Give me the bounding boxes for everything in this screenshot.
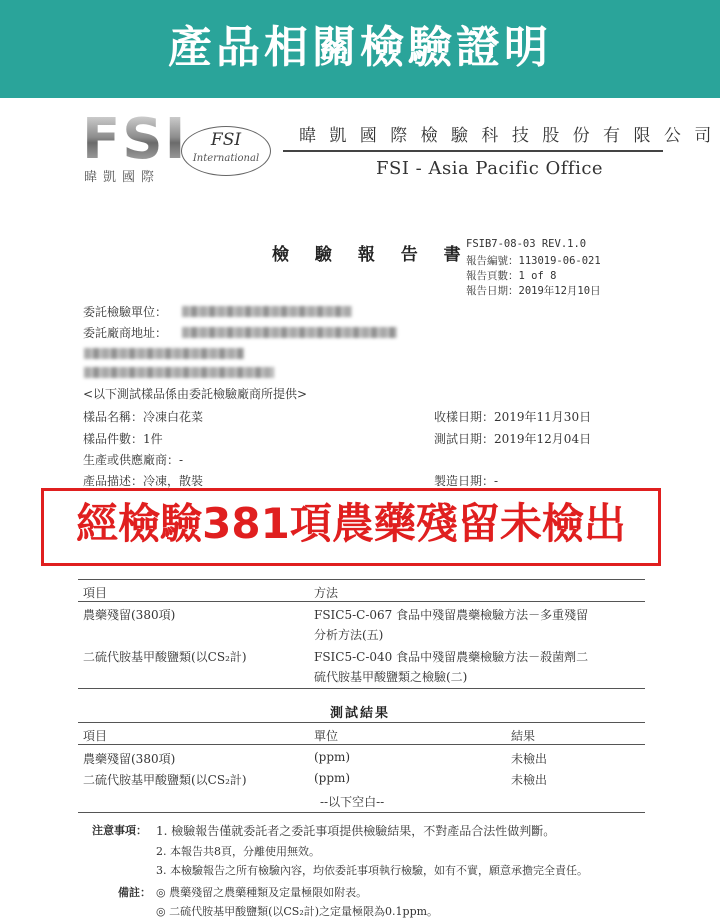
- results-row-item: 農藥殘留(380項): [83, 752, 176, 766]
- results-header-item: 項目: [83, 729, 108, 743]
- oval-seal-subtext: International: [192, 153, 260, 164]
- methods-row-item: 農藥殘留(380項): [83, 608, 176, 622]
- manufacture-date: 製造日期：-: [434, 474, 499, 488]
- company-name-cn: 暐 凱 國 際 檢 驗 科 技 股 份 有 限 公 司: [299, 126, 716, 146]
- methods-top-rule: [78, 579, 645, 580]
- results-bottom-rule: [78, 812, 645, 813]
- redacted-client-unit: [182, 306, 352, 317]
- results-title: 測試結果: [330, 706, 391, 721]
- note-item: 3. 本檢驗報告之所有檢驗內容，均依委託事項執行檢驗，如有不實，願意承擔完全責任。: [156, 864, 588, 877]
- results-row-unit: (ppm): [314, 750, 351, 764]
- note-item: 2. 本報告共8頁，分離使用無效。: [156, 845, 320, 858]
- redacted-line-1: [84, 348, 244, 359]
- sample-name: 樣品名稱：冷凍白花菜: [83, 410, 204, 424]
- results-header-result: 結果: [511, 729, 536, 743]
- redacted-line-2: [84, 367, 274, 378]
- results-row-result: 未檢出: [511, 752, 548, 766]
- oval-seal-text: FSI: [210, 130, 242, 150]
- client-unit-label: 委託檢驗單位：: [83, 305, 168, 319]
- note-item: 1. 檢驗報告僅就委託者之委託事項提供檢驗結果，不對產品合法性做判斷。: [156, 824, 556, 838]
- results-row-unit: (ppm): [314, 771, 351, 785]
- sample-description: 產品描述：冷凍，散裝: [83, 474, 204, 488]
- methods-row-method-cont: 硫代胺基甲酸鹽類之檢驗(二): [314, 670, 468, 684]
- sample-supplier: 生產或供應廠商：-: [83, 453, 184, 467]
- received-date: 收樣日期：2019年11月30日: [434, 410, 592, 424]
- sample-count: 樣品件數：1件: [83, 432, 163, 446]
- notes-label: 注意事項：: [92, 824, 147, 837]
- redacted-client-address: [182, 327, 397, 338]
- sample-source-note: <以下測試樣品係由委託檢驗廠商所提供>: [83, 387, 308, 401]
- methods-header-method: 方法: [314, 586, 339, 600]
- methods-row-item: 二硫代胺基甲酸鹽類(以CS₂計): [83, 650, 247, 664]
- callout-text: 經檢驗381項農藥殘留未檢出: [76, 499, 626, 548]
- methods-row-method: FSIC5-C-040 食品中殘留農藥檢驗方法－殺菌劑二: [314, 650, 589, 664]
- banner-title: 產品相關檢驗證明: [168, 22, 552, 73]
- report-pages: 報告頁數：1 of 8: [466, 270, 557, 282]
- fsi-logo: FSI: [82, 107, 188, 172]
- results-header-rule: [78, 744, 645, 745]
- report-title: 檢 驗 報 告 書: [272, 245, 471, 265]
- remarks-label: 備註：: [118, 886, 151, 899]
- results-end-marker: --以下空白--: [320, 795, 385, 809]
- results-row-result: 未檢出: [511, 773, 548, 787]
- results-header-unit: 單位: [314, 729, 339, 743]
- company-name-en: FSI - Asia Pacific Office: [376, 158, 604, 179]
- results-top-rule: [78, 722, 645, 723]
- logo-chinese-name: 暐凱國際: [84, 170, 161, 185]
- report-date: 報告日期：2019年12月10日: [466, 285, 601, 297]
- methods-header-item: 項目: [83, 586, 108, 600]
- results-row-item: 二硫代胺基甲酸鹽類(以CS₂計): [83, 773, 247, 787]
- methods-header-rule: [78, 601, 645, 602]
- remark-item: ◎ 農藥殘留之農藥種類及定量極限如附表。: [156, 886, 368, 899]
- form-code: FSIB7-08-03 REV.1.0: [466, 238, 587, 250]
- letterhead-divider: [283, 150, 663, 152]
- methods-bottom-rule: [78, 688, 645, 689]
- report-number: 報告編號：113019-06-021: [466, 255, 601, 267]
- client-address-label: 委託廠商地址：: [83, 326, 168, 340]
- test-date: 測試日期：2019年12月04日: [434, 432, 592, 446]
- remark-item: ◎ 二硫代胺基甲酸鹽類(以CS₂計)之定量極限為0.1ppm。: [156, 905, 439, 918]
- methods-row-method-cont: 分析方法(五): [314, 628, 384, 642]
- methods-row-method: FSIC5-C-067 食品中殘留農藥檢驗方法－多重殘留: [314, 608, 589, 622]
